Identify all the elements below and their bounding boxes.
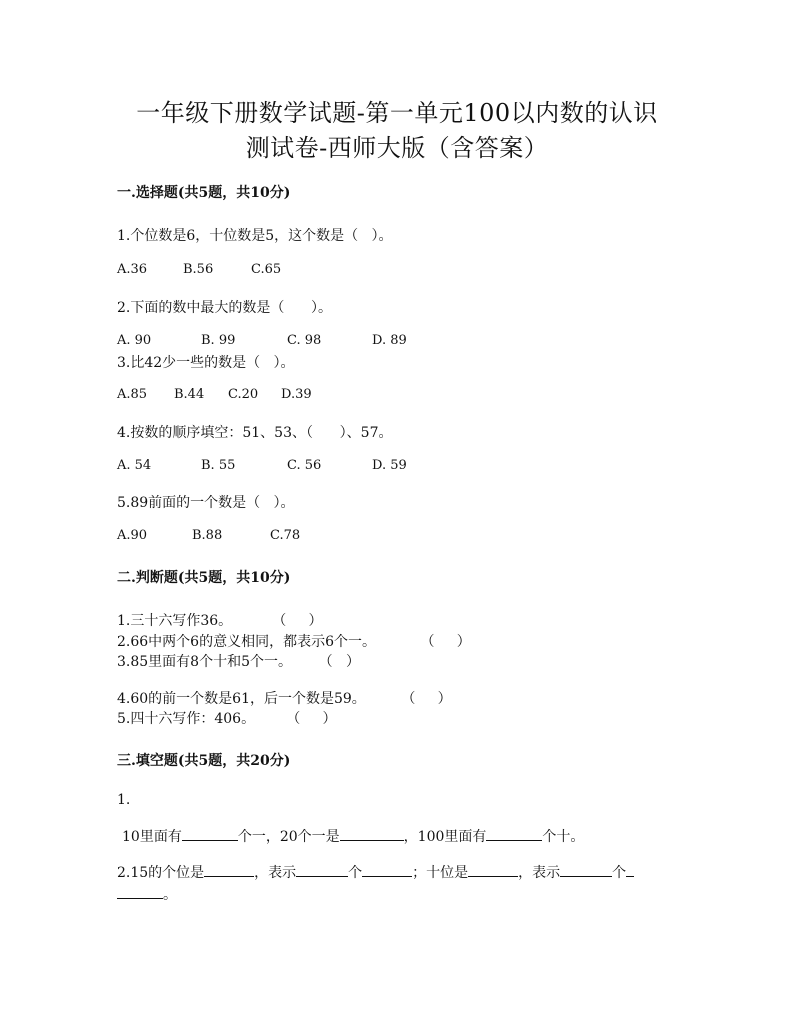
q2-option-d: D. 89 xyxy=(372,333,407,348)
fill-q2-text-d: ；十位是 xyxy=(412,865,469,881)
question-4-text: 4.按数的顺序填空：51、53、（ ）、57。 xyxy=(117,425,393,441)
answer-blank[interactable] xyxy=(486,839,542,841)
q3-option-c: C.20 xyxy=(228,387,259,402)
fill-q2-text-c: 个 xyxy=(348,865,363,881)
answer-blank[interactable] xyxy=(362,875,412,877)
answer-blank[interactable] xyxy=(560,875,612,877)
q5-option-b: B.88 xyxy=(192,528,223,543)
fill-q1-text-a: 10里面有 xyxy=(122,829,182,845)
section-heading-judgement: 二.判断题(共5题，共10分) xyxy=(117,570,291,586)
question-2-text: 2.下面的数中最大的数是（ ）。 xyxy=(117,300,333,316)
q1-option-c: C.65 xyxy=(251,262,282,277)
judgement-item-5: 5.四十六写作：406。 （ ） xyxy=(117,711,337,727)
fill-question-2-continuation xyxy=(117,884,177,904)
q3-option-d: D.39 xyxy=(281,387,312,402)
answer-blank[interactable] xyxy=(468,875,518,877)
q5-option-c: C.78 xyxy=(270,528,301,543)
fill-q2-text-f: 个 xyxy=(612,865,627,881)
q4-option-a: A. 54 xyxy=(117,458,152,473)
q2-option-a: A. 90 xyxy=(117,333,152,348)
section-heading-choice: 一.选择题(共5题，共10分) xyxy=(117,185,291,201)
question-1-text: 1.个位数是6，十位数是5，这个数是（ ）。 xyxy=(117,228,393,244)
q3-option-b: B.44 xyxy=(174,387,205,402)
q4-option-c: C. 56 xyxy=(287,458,322,473)
q4-option-d: D. 59 xyxy=(372,458,407,473)
fill-question-1-number: 1. xyxy=(117,792,131,808)
fill-q1-text-c: ，100里面有 xyxy=(403,829,487,845)
judgement-item-3: 3.85里面有8个十和5个一。 （ ） xyxy=(117,654,361,670)
fill-q2-end: 。 xyxy=(163,887,177,903)
page-title-line-1: 一年级下册数学试题-第一单元100以内数的认识 xyxy=(136,99,658,127)
q4-option-b: B. 55 xyxy=(201,458,236,473)
fill-question-1-line xyxy=(122,826,584,846)
q5-option-a: A.90 xyxy=(117,528,148,543)
fill-q1-text-d: 个十。 xyxy=(542,829,585,845)
fill-q1-text-b: 个一，20个一是 xyxy=(237,829,340,845)
answer-blank[interactable] xyxy=(182,839,238,841)
q1-option-a: A.36 xyxy=(117,262,148,277)
judgement-item-2: 2.66中两个6的意义相同，都表示6个一。 （ ） xyxy=(117,634,471,650)
fill-q2-text-e: ，表示 xyxy=(518,865,561,881)
fill-q2-text-a: 2.15的个位是 xyxy=(117,865,205,881)
page-title-line-2: 测试卷-西师大版（含答案） xyxy=(245,134,549,162)
answer-blank[interactable] xyxy=(340,839,404,841)
q2-option-c: C. 98 xyxy=(287,333,322,348)
q3-option-a: A.85 xyxy=(117,387,148,402)
answer-blank[interactable] xyxy=(117,897,163,899)
judgement-item-4: 4.60的前一个数是61，后一个数是59。 （ ） xyxy=(117,691,452,707)
answer-blank[interactable] xyxy=(204,875,254,877)
question-3-text: 3.比42少一些的数是（ ）。 xyxy=(117,355,295,371)
q2-option-b: B. 99 xyxy=(201,333,236,348)
section-heading-fill-in: 三.填空题(共5题，共20分) xyxy=(117,753,291,769)
question-5-text: 5.89前面的一个数是（ ）。 xyxy=(117,495,295,511)
fill-q2-text-b: ，表示 xyxy=(254,865,297,881)
q1-option-b: B.56 xyxy=(183,262,214,277)
answer-blank[interactable] xyxy=(296,875,348,877)
judgement-item-1: 1.三十六写作36。 （ ） xyxy=(117,613,323,629)
fill-question-2-line xyxy=(117,862,634,882)
answer-blank[interactable] xyxy=(626,875,634,877)
